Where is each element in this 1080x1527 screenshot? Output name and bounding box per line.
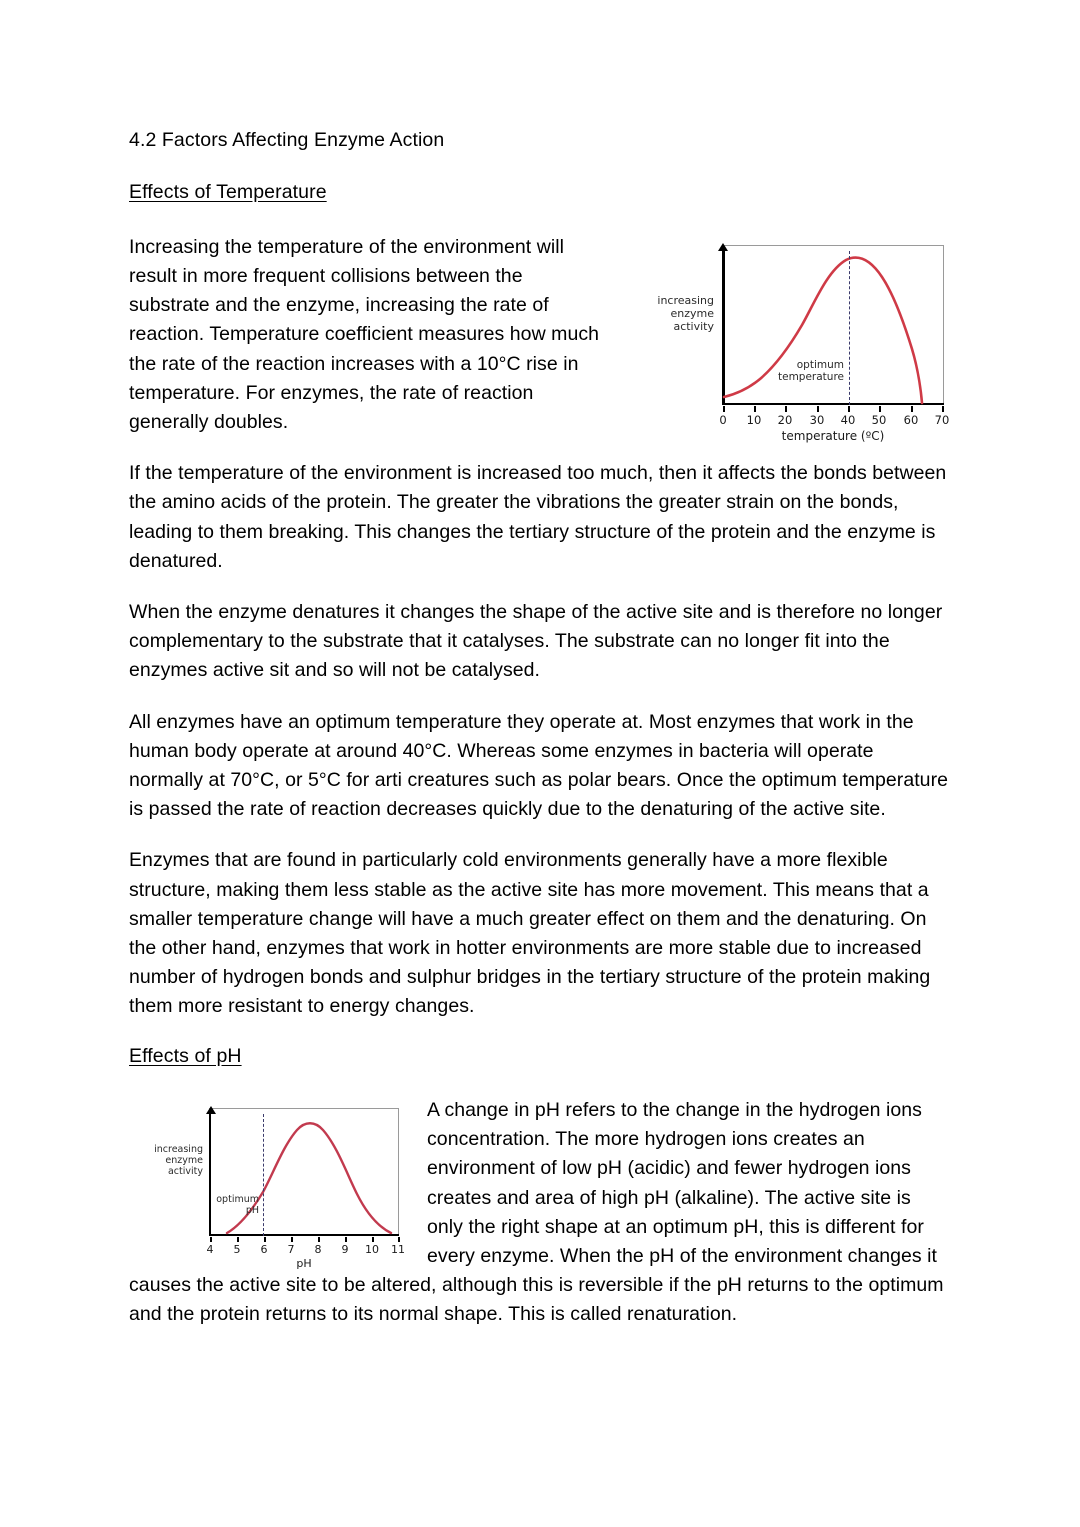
paragraph-denaturation: If the temperature of the environment is increased too much, then it affects the bonds between the amino acids of the protein. The greater the vibrations the greater strain on the bonds, leading to them breaking. This changes the tertiary structure of the protein and the enzyme is denatured. — [129, 462, 947, 572]
temperature-chart-xticklabel-3: 30 — [809, 412, 825, 427]
ph-chart-curve — [209, 1108, 399, 1236]
temperature-chart — [626, 237, 951, 443]
temperature-chart-xticklabel-2: 20 — [777, 412, 793, 427]
ph-chart-xticklabel-2: 6 — [260, 1242, 268, 1256]
ph-chart-y-axis-label: increasing enzyme activity — [154, 1143, 203, 1178]
tick-60 — [911, 406, 913, 412]
ph-chart-optimum-annotation: optimum pH — [216, 1193, 259, 1217]
ph-chart-xticklabel-3: 7 — [287, 1242, 295, 1256]
section-temperature-heading-block — [129, 180, 951, 232]
ph-chart-xticklabel-0: 4 — [206, 1242, 214, 1256]
tick-70 — [942, 406, 944, 412]
ph-tick-4 — [210, 1237, 212, 1242]
ph-tick-10 — [372, 1237, 374, 1242]
temperature-chart-optimum-line — [849, 251, 850, 405]
ph-chart-optimum-line — [263, 1114, 264, 1236]
temperature-chart-x-axis-caption: temperature (ºC) — [781, 428, 885, 443]
ph-chart-xticklabel-5: 9 — [341, 1242, 349, 1256]
ph-chart-xticklabel-6: 10 — [365, 1242, 379, 1256]
temperature-chart-xticklabel-7: 70 — [934, 412, 950, 427]
ph-tick-6 — [264, 1237, 266, 1242]
section-ph-heading-block — [129, 1044, 951, 1096]
ph-chart — [135, 1102, 407, 1270]
page-title: 4.2 Factors Affecting Enzyme Action — [129, 129, 445, 151]
ph-chart-xticklabel-7: 11 — [391, 1242, 405, 1256]
paragraph-optimum-temperature: All enzymes have an optimum temperature they operate at. Most enzymes that work in the human body operate at around 40°C. Whereas some enzymes in bacteria will operate normally at 70°C, or 5°C for arti creatures such as polar bears. Once the optimum temperature is passed the rate of reaction decreases quickly due to the denaturing of the active site. — [129, 710, 949, 821]
document-body — [129, 128, 951, 1330]
temperature-chart-xticklabel-0: 0 — [719, 412, 727, 427]
paragraph-active-site-shape: When the enzyme denatures it changes the shape of the active site and is therefore no longer complementary to the substrate that it catalyses. The substrate can no longer fit into the enzymes active sit and so will not be catalysed. — [129, 600, 943, 682]
tick-50 — [879, 406, 881, 412]
ph-tick-8 — [318, 1237, 320, 1242]
paragraph-cold-hot-environments: Enzymes that are found in particularly cold environments generally have a more flexible structure, making them less stable as the active site has more movement. This means that a smaller temperature change will have a much greater effect on them and the denaturing. On the other hand, enzymes that work in hotter environments are more stable due to increased number of hydrogen bonds and sulphur bridges in the tertiary structure of the protein making them more resistant to energy changes. — [129, 849, 931, 1018]
ph-tick-9 — [345, 1237, 347, 1242]
tick-20 — [785, 406, 787, 412]
temperature-chart-xticklabel-5: 50 — [871, 412, 887, 427]
temperature-chart-optimum-annotation: optimum temperature — [778, 358, 844, 384]
section-heading-temperature: Effects of Temperature — [129, 181, 327, 204]
tick-10 — [754, 406, 756, 412]
tick-0 — [723, 406, 725, 412]
title-block — [129, 128, 951, 153]
paragraph-ph-effects: A change in pH refers to the change in the hydrogen ions concentration. The more hydrogen ions creates an environment of low pH (acidic) and fewer hydrogen ions creates and area of high pH (alkaline). The active site is only the right shape at an optimum pH, this is different for every enzyme. When the pH of the environment changes it causes the active site to be altered, although this is reversible if the pH returns to the optimum and the protein returns to its normal shape. This is called renaturation. — [129, 1098, 944, 1326]
section-heading-ph: Effects of pH — [129, 1044, 242, 1067]
ph-chart-xticklabel-4: 8 — [314, 1242, 322, 1256]
temperature-chart-y-axis-label: increasing enzyme activity — [657, 293, 714, 333]
ph-chart-xticklabel-1: 5 — [233, 1242, 241, 1256]
figure-temperature-chart — [626, 237, 951, 443]
temperature-chart-xticklabel-4: 40 — [840, 412, 856, 427]
tick-40 — [848, 406, 850, 412]
ph-tick-11 — [398, 1237, 400, 1242]
ph-tick-7 — [291, 1237, 293, 1242]
figure-ph-chart — [135, 1102, 407, 1270]
tick-30 — [817, 406, 819, 412]
ph-tick-5 — [237, 1237, 239, 1242]
temperature-chart-xticklabel-6: 60 — [903, 412, 919, 427]
ph-chart-x-axis-caption: pH — [296, 1256, 312, 1270]
paragraph-temperature-intro: Increasing the temperature of the environment will result in more frequent collisions between the substrate and the enzyme, increasing the rate of reaction. Temperature coefficient measures how much the rate of the reaction increases with a 10°C rise in temperature. For enzymes, the rate of reaction generally doubles. — [129, 235, 600, 433]
temperature-chart-xticklabel-1: 10 — [746, 412, 762, 427]
